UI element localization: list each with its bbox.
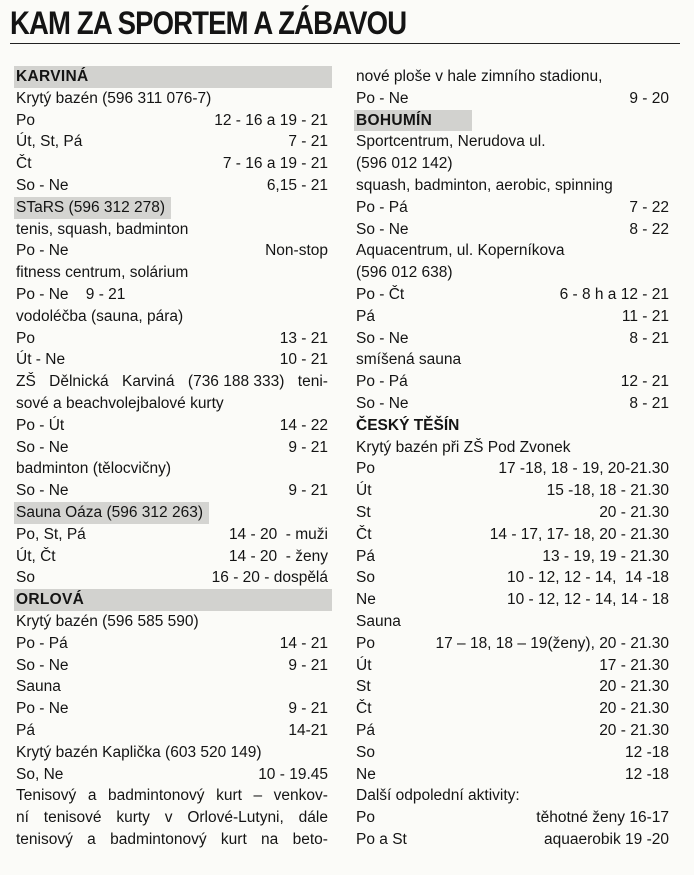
venue-orlova-sauna: Sauna <box>16 678 61 696</box>
tenis-text-line: tenisový a badmintonový kurt na beto- <box>16 830 328 848</box>
schedule-row: Po těhotné ženy 16-17 <box>356 809 669 827</box>
section-bohumin: BOHUMÍN <box>356 110 669 132</box>
schedule-row: Po a St aquaerobik 19 -20 <box>356 830 669 848</box>
schedule-row: Pá 14-21 <box>16 721 328 739</box>
schedule-row: Po - Pá 7 - 22 <box>356 198 669 216</box>
schedule-row: Pá 11 - 21 <box>356 307 669 325</box>
schedule-row: Po - Ne 9 - 21 <box>16 700 328 718</box>
other-activities-heading: Další odpolední aktivity: <box>356 787 520 805</box>
tenis-text-line: Tenisový a badmintonový kurt – venkov- <box>16 787 328 805</box>
venue-karvina-bazen: Krytý bazén (596 311 076-7) <box>16 89 212 107</box>
schedule-row: Po 17 – 18, 18 – 19(ženy), 20 - 21.30 <box>356 634 669 652</box>
venue-badminton: badminton (tělocvičny) <box>16 460 172 478</box>
schedule-row: Po - Ne Non-stop <box>16 242 328 260</box>
schedule-row: So - Ne 8 - 21 <box>356 329 669 347</box>
schedule-row: Čt 7 - 16 a 19 - 21 <box>16 155 328 173</box>
schedule-row: So, Ne 10 - 19.45 <box>16 765 328 783</box>
schedule-row: So 16 - 20 - dospělá <box>16 569 328 587</box>
venue-tesin-bazen: Krytý bazén při ZŠ Pod Zvonek <box>356 438 571 456</box>
venue-aquacentrum: Aquacentrum, ul. Koperníkova <box>356 242 565 260</box>
venue-smisena-sauna: smíšená sauna <box>356 351 462 369</box>
schedule-row: Pá 20 - 21.30 <box>356 721 669 739</box>
section-orlova: ORLOVÁ <box>16 589 328 611</box>
venue-sportcentrum: Sportcentrum, Nerudova ul. <box>356 133 546 151</box>
venue-zs-delnicka: ZŠ Dělnická Karviná (736 188 333) teni- <box>16 373 328 391</box>
schedule-row: Út 17 - 21.30 <box>356 656 669 674</box>
schedule-row: Po - Pá 14 - 21 <box>16 634 328 652</box>
schedule-row: So - Ne 9 - 21 <box>16 656 328 674</box>
schedule-row: Út - Ne 10 - 21 <box>16 351 328 369</box>
schedule-row: Pá 13 - 19, 19 - 21.30 <box>356 547 669 565</box>
schedule-row: Čt 20 - 21.30 <box>356 700 669 718</box>
schedule-row: So - Ne 9 - 21 <box>16 438 328 456</box>
venue-stars-sports: tenis, squash, badminton <box>16 220 189 238</box>
schedule-row: Po - Pá 12 - 21 <box>356 373 669 391</box>
venue-sportcentrum-phone: (596 012 142) <box>356 155 453 173</box>
schedule-row: St 20 - 21.30 <box>356 503 669 521</box>
schedule-row: Út, Čt 14 - 20 - ženy <box>16 547 328 565</box>
venue-zs-delnicka-line2: sové a beachvolejbalové kurty <box>16 394 224 412</box>
continued-text: nové ploše v hale zimního stadionu, <box>356 68 603 85</box>
page-title: KAM ZA SPORTEM A ZÁBAVOU <box>10 5 407 41</box>
venue-stars: STaRS (596 312 278) <box>16 197 328 219</box>
venue-aquacentrum-phone: (596 012 638) <box>356 264 453 282</box>
schedule-row: So - Ne 9 - 21 <box>16 482 328 500</box>
title-rule <box>10 43 680 44</box>
schedule-row: Po - Út 14 - 22 <box>16 416 328 434</box>
schedule-row: Po, St, Pá 14 - 20 - muži <box>16 525 328 543</box>
section-karvina: KARVINÁ <box>16 66 328 88</box>
schedule-row: Po 17 -18, 18 - 19, 20-21.30 <box>356 460 669 478</box>
schedule-row: Út, St, Pá 7 - 21 <box>16 133 328 151</box>
venue-sportcentrum-sports: squash, badminton, aerobic, spinning <box>356 176 613 194</box>
venue-kaplicka: Krytý bazén Kaplička (603 520 149) <box>16 743 262 761</box>
venue-vodoleceba: vodoléčba (sauna, pára) <box>16 307 184 325</box>
section-cesky-tesin: ČESKÝ TĚŠÍN <box>356 416 460 434</box>
schedule-row: So 12 -18 <box>356 743 669 761</box>
venue-tesin-sauna: Sauna <box>356 612 401 630</box>
schedule-row: St 20 - 21.30 <box>356 678 669 696</box>
schedule-row: Út 15 -18, 18 - 21.30 <box>356 482 669 500</box>
venue-fitness: fitness centrum, solárium <box>16 264 189 282</box>
venue-sauna-oaza: Sauna Oáza (596 312 263) <box>16 502 328 524</box>
schedule-row: Ne 10 - 12, 12 - 14, 14 - 18 <box>356 591 669 609</box>
right-column <box>356 66 669 851</box>
tenis-text-line: ní tenisové kurty v Orlové-Lutyni, dále <box>16 809 328 827</box>
left-column <box>16 66 328 851</box>
schedule-row: So - Ne 8 - 21 <box>356 394 669 412</box>
schedule-row: Ne 12 -18 <box>356 765 669 783</box>
schedule-row: So - Ne 8 - 22 <box>356 220 669 238</box>
schedule-row: Po - Ne 9 - 21 <box>16 285 126 303</box>
schedule-row: Po 13 - 21 <box>16 329 328 347</box>
schedule-row: Po 12 - 16 a 19 - 21 <box>16 111 328 129</box>
schedule-row: Čt 14 - 17, 17- 18, 20 - 21.30 <box>356 525 669 543</box>
venue-orlova-bazen: Krytý bazén (596 585 590) <box>16 612 199 630</box>
schedule-row: So - Ne 6,15 - 21 <box>16 176 328 194</box>
schedule-row: So 10 - 12, 12 - 14, 14 -18 <box>356 569 669 587</box>
schedule-row: Po - Ne 9 - 20 <box>356 89 669 107</box>
schedule-row: Po - Čt 6 - 8 h a 12 - 21 <box>356 285 669 303</box>
